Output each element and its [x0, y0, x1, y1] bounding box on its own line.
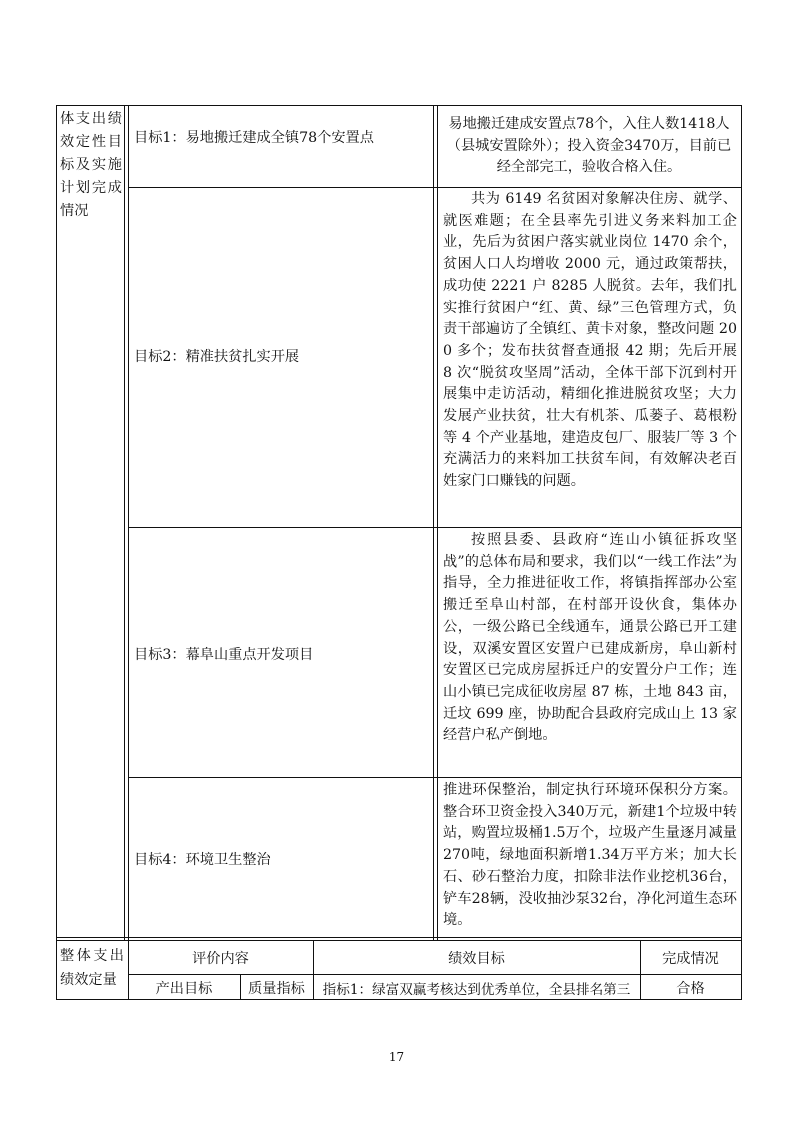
goal-1-label: 目标1：易地搬迁建成全镇78个安置点 — [134, 130, 374, 146]
goal-3-result: 按照县委、县政府“连山小镇征拆攻坚战”的总体布局和要求，我们以“一线工作法”为指导，全力推进征收工作，将镇指挥部办公室搬迁至阜山村部，在村部开设伙食，集体办公，一级公路已全线通车，通景公路已开工建设，双溪安置区安置户已建成新房，阜山新村安置区已完成房屋拆迁户的安置分户工作；连山小镇已完成征收房屋 87 栋，土地 843 亩，迁坟 699 座，协助配合县政府完成山上 13 家经营户私产倒地。 — [443, 532, 737, 744]
row-output-target: 产出目标 — [155, 981, 213, 997]
row-status: 合格 — [676, 981, 705, 997]
header-performance-target: 绩效目标 — [448, 951, 505, 967]
goal-2-label: 目标2：精准扶贫扎实开展 — [134, 349, 300, 365]
row-indicator-1: 指标1：绿富双赢考核达到优秀单位，全县排名第三 — [322, 982, 631, 998]
header-evaluation-content: 评价内容 — [192, 951, 249, 967]
goal-1-result: 易地搬迁建成安置点78个，入住人数1418人（县城安置除外）；投入资金3470万，目前已经全部完工，验收合格入住。 — [446, 116, 732, 176]
goal-4-result: 推进环保整治，制定执行环境环保积分方案。整合环卫资金投入340万元，新建1个垃圾中转站，购置垃圾桶1.5万个，垃圾产生量逐月减量270吨，绿地面积新增1.34万平方米；加大长石、砂石整治力度，扣除非法作业挖机36台，铲车28辆，没收抽沙泵32台，净化河道生态环境。 — [443, 782, 737, 929]
left-category-label: 体支出绩效定性目标及实施计划完成情况 — [60, 111, 122, 219]
quant-category-label: 整体支出绩效定量 — [60, 948, 124, 988]
row-quality-indicator: 质量指标 — [248, 981, 305, 997]
goal-4-label: 目标4：环境卫生整治 — [134, 852, 271, 868]
header-completion-status: 完成情况 — [662, 951, 719, 967]
goal-3-label: 目标3：幕阜山重点开发项目 — [134, 647, 314, 663]
page-number: 17 — [388, 1050, 405, 1064]
goal-2-result: 共为 6149 名贫困对象解决住房、就学、就医难题；在全县率先引进义务来料加工企业，先后为贫困户落实就业岗位 1470 余个，贫困人口人均增收 2000 元，通过政策帮扶，成功使 2221 户 8285 人脱贫。去年，我们扎实推行贫困户“红、黄、绿”三色管理方式，负责干部遍访了全镇红、黄卡对象，整改问题 200 多个；发布扶贫督查通报 42 期；先后开展 8 次“脱贫攻坚周”活动，全体干部下沉到村开展集中走访活动，精细化推进脱贫攻坚；大力发展产业扶贫，壮大有机茶、瓜蒌子、葛根粉等 4 个产业基地，建造皮包厂、服装厂等 3 个充满活力的来料加工扶贫车间，有效解决老百姓家门口赚钱的问题。 — [443, 191, 737, 490]
